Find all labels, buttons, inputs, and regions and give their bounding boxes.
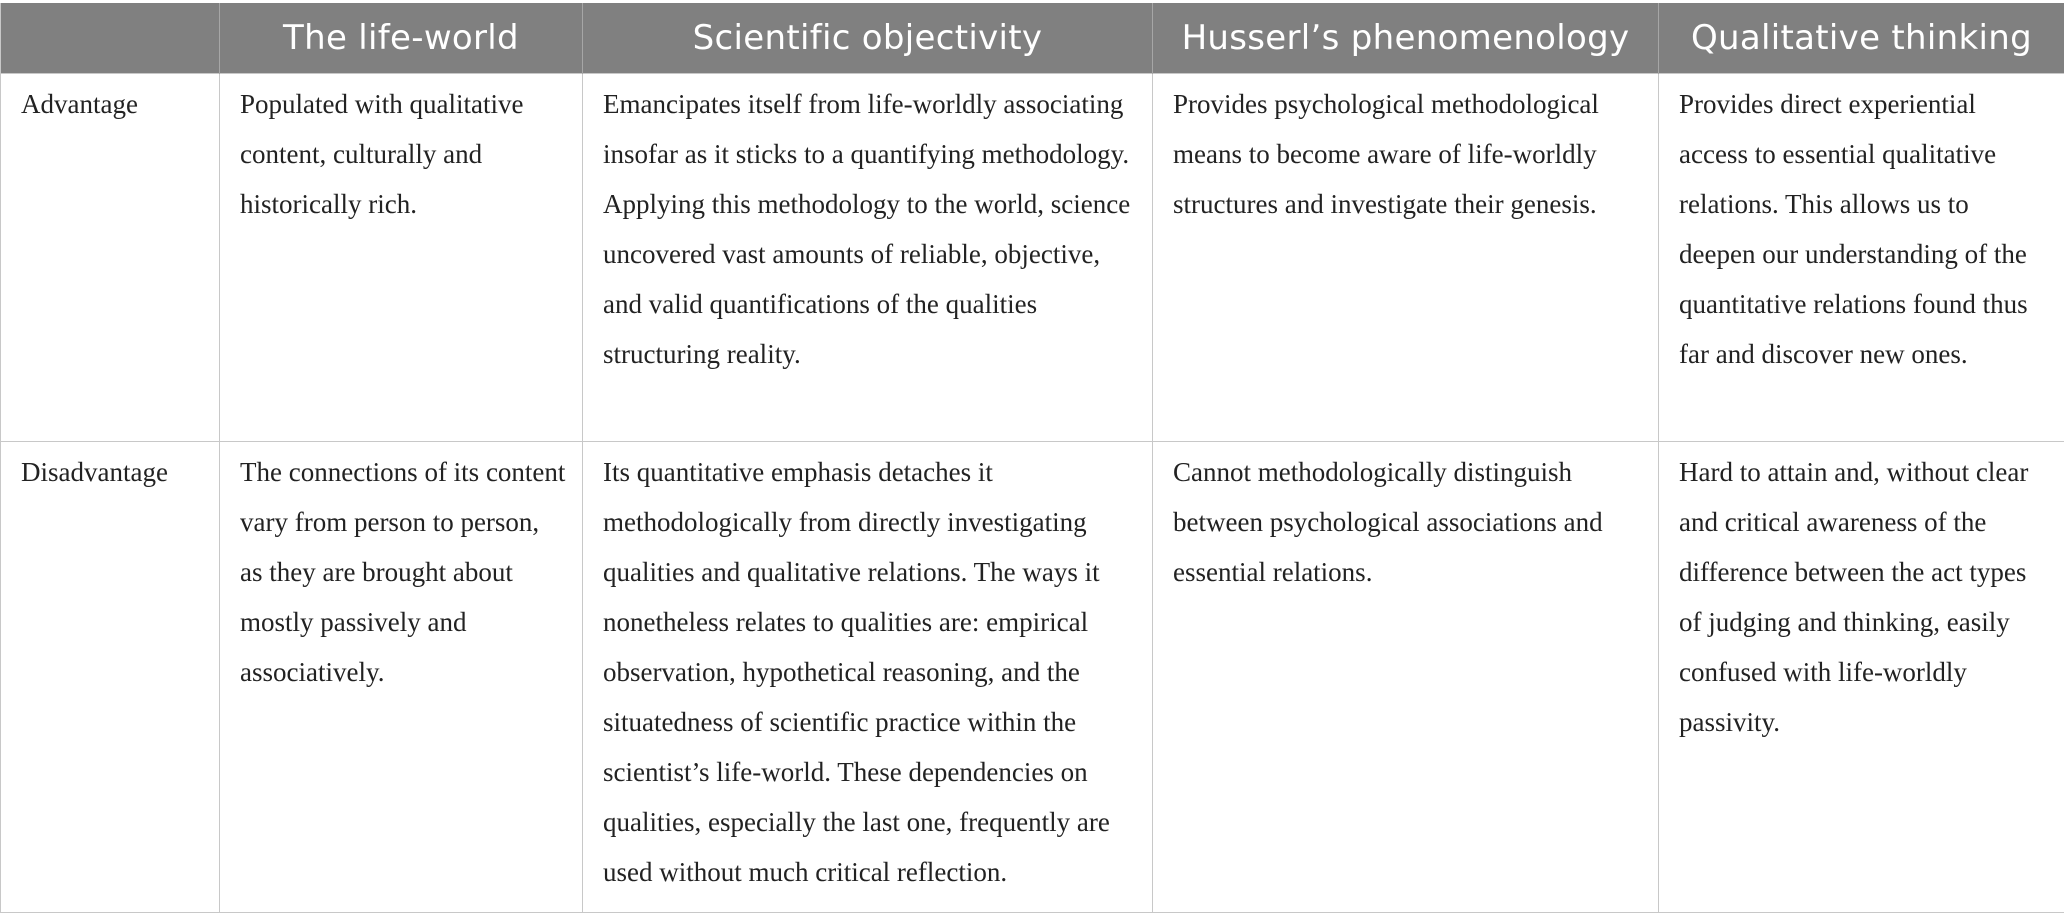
table-row-disadvantage: [1, 442, 2064, 913]
cell-disadvantage-husserls-phenomenology: Cannot methodologically distinguish between psychological associations and essential relations.: [1153, 442, 1659, 913]
header-corner-cell: [1, 3, 220, 74]
header-life-world: The life-world: [220, 3, 583, 74]
table-row-advantage: [1, 74, 2064, 442]
cell-advantage-life-world: Populated with qualitative content, culturally and historically rich.: [220, 74, 583, 442]
header-scientific-objectivity: Scientific objectivity: [583, 3, 1153, 74]
row-label-disadvantage: Disadvantage: [1, 442, 220, 913]
header-qualitative-thinking: Qualitative thinking: [1659, 3, 2064, 74]
comparison-table: [0, 3, 2064, 913]
cell-disadvantage-life-world: The connections of its content vary from person to person, as they are brought about mostly passively and associatively.: [220, 442, 583, 913]
cell-advantage-qualitative-thinking: Provides direct experiential access to essential qualitative relations. This allows us to deepen our understanding of the quantitative relations found thus far and discover new ones.: [1659, 74, 2064, 442]
cell-advantage-scientific-objectivity: Emancipates itself from life-worldly associating insofar as it sticks to a quantifying methodology. Applying this methodology to the world, science uncovered vast amounts of reliable, objective, and valid quantifications of the qualities structuring reality.: [583, 74, 1153, 442]
cell-advantage-husserls-phenomenology: Provides psychological methodological means to become aware of life-worldly structures and investigate their genesis.: [1153, 74, 1659, 442]
cell-disadvantage-qualitative-thinking: Hard to attain and, without clear and critical awareness of the difference between the act types of judging and thinking, easily confused with life-worldly passivity.: [1659, 442, 2064, 913]
header-husserls-phenomenology: Husserl’s phenomenology: [1153, 3, 1659, 74]
header-row: [1, 3, 2064, 74]
cell-disadvantage-scientific-objectivity: Its quantitative emphasis detaches it methodologically from directly investigating qualities and qualitative relations. The ways it nonetheless relates to qualities are: empirical observation, hypothetical reasoning, and the situatedness of scientific practice within the scientist’s life-world. These dependencies on qualities, especially the last one, frequently are used without much critical reflection.: [583, 442, 1153, 913]
comparison-table-container: [0, 3, 2064, 913]
row-label-advantage: Advantage: [1, 74, 220, 442]
